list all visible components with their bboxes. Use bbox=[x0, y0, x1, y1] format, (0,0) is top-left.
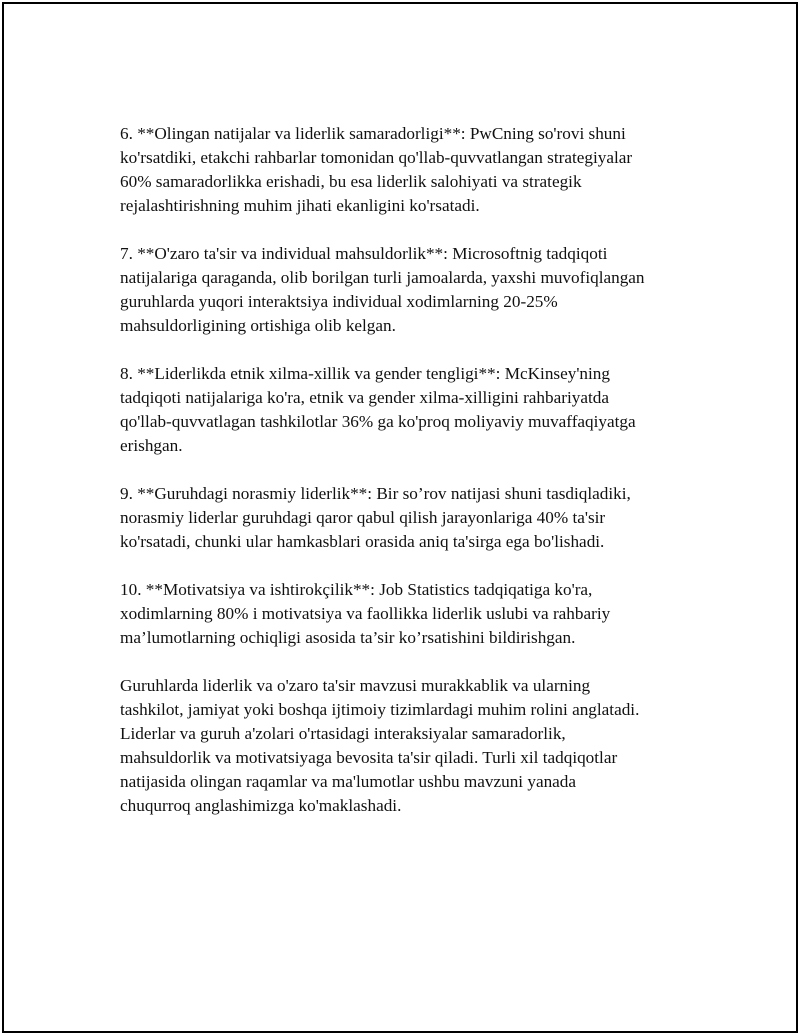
text-line: ma’lumotlarning ochiqligi asosida ta’sir ko’rsatishini bildirishgan. bbox=[120, 628, 576, 647]
text-line: ko'rsatadi, chunki ular hamkasblari orasida aniq ta'sirga ega bo'lishadi. bbox=[120, 532, 605, 551]
text-line: natijasida olingan raqamlar va ma'lumotlar ushbu mavzuni yanada bbox=[120, 772, 577, 791]
paragraph-item-6 bbox=[120, 122, 700, 218]
text-line: natijalariga qaraganda, olib borilgan turli jamoalarda, yaxshi muvofiqlangan bbox=[120, 268, 645, 287]
paragraph-item-10 bbox=[120, 578, 700, 650]
text-line: guruhlarda yuqori interaktsiya individual xodimlarning 20-25% bbox=[120, 292, 558, 311]
text-line: erishgan. bbox=[120, 436, 183, 455]
text-line: chuqurroq anglashimizga ko'maklashadi. bbox=[120, 796, 402, 815]
text-line: norasmiy liderlar guruhdagi qaror qabul qilish jarayonlariga 40% ta'sir bbox=[120, 508, 606, 527]
text-line: qo'llab-quvvatlagan tashkilotlar 36% ga ko'proq moliyaviy muvaffaqiyatga bbox=[120, 412, 636, 431]
text-line: Guruhlarda liderlik va o'zaro ta'sir mavzusi murakkablik va ularning bbox=[120, 676, 591, 695]
text-line: tadqiqoti natijalariga ko'ra, etnik va gender xilma-xilligini rahbariyatda bbox=[120, 388, 609, 407]
text-line: tashkilot, jamiyat yoki boshqa ijtimoiy tizimlardagi muhim rolini anglatadi. bbox=[120, 700, 640, 719]
text-line: 60% samaradorlikka erishadi, bu esa liderlik salohiyati va strategik bbox=[120, 172, 582, 191]
text-line: 9. **Guruhdagi norasmiy liderlik**: Bir so’rov natijasi shuni tasdiqladiki, bbox=[120, 484, 631, 503]
text-line: ko'rsatdiki, etakchi rahbarlar tomonidan qo'llab-quvvatlangan strategiyalar bbox=[120, 148, 633, 167]
paragraph-item-7 bbox=[120, 242, 700, 338]
document-body bbox=[120, 122, 700, 842]
page-frame bbox=[2, 2, 798, 1033]
text-line: xodimlarning 80% i motivatsiya va faollikka liderlik uslubi va rahbariy bbox=[120, 604, 611, 623]
paragraph-conclusion bbox=[120, 674, 700, 818]
paragraph-item-8 bbox=[120, 362, 700, 458]
text-line: 10. **Motivatsiya va ishtirokçilik**: Job Statistics tadqiqatiga ko'ra, bbox=[120, 580, 593, 599]
text-line: 8. **Liderlikda etnik xilma-xillik va gender tengligi**: McKinsey'ning bbox=[120, 364, 610, 383]
text-line: rejalashtirishning muhim jihati ekanligini ko'rsatadi. bbox=[120, 196, 480, 215]
text-line: mahsuldorlik va motivatsiyaga bevosita ta'sir qiladi. Turli xil tadqiqotlar bbox=[120, 748, 618, 767]
text-line: 6. **Olingan natijalar va liderlik samaradorligi**: PwCning so'rovi shuni bbox=[120, 124, 626, 143]
text-line: 7. **O'zaro ta'sir va individual mahsuldorlik**: Microsoftnig tadqiqoti bbox=[120, 244, 608, 263]
text-line: mahsuldorligining ortishiga olib kelgan. bbox=[120, 316, 396, 335]
text-line: Liderlar va guruh a'zolari o'rtasidagi interaksiyalar samaradorlik, bbox=[120, 724, 566, 743]
paragraph-item-9 bbox=[120, 482, 700, 554]
